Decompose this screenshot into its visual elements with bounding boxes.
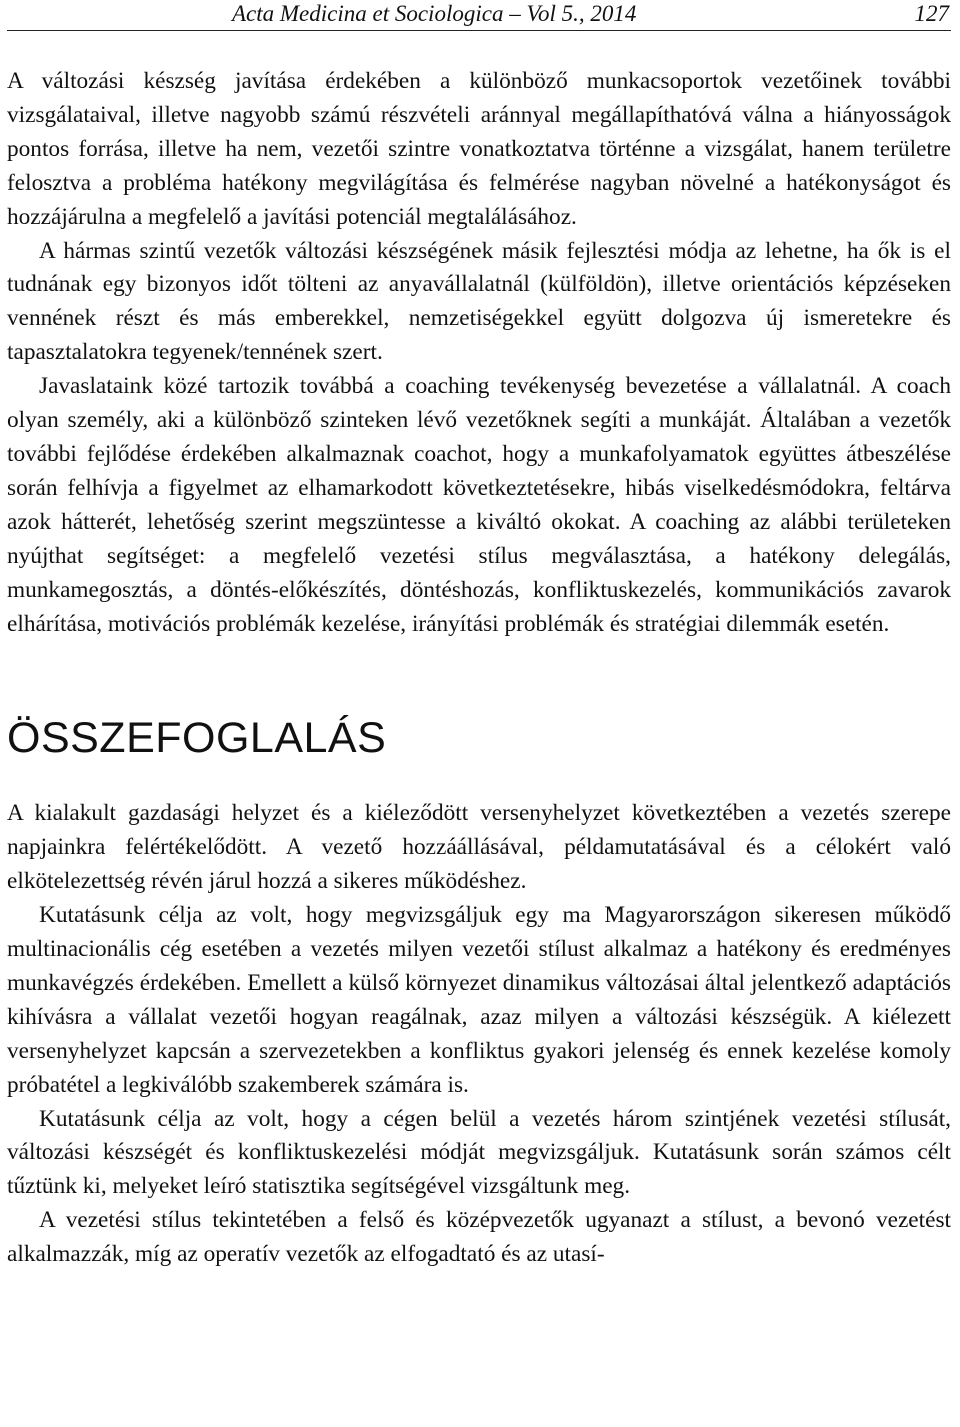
paragraph: A kialakult gazdasági helyzet és a kiéleződött versenyhelyzet következtében a vezetés szerepe napjainkra felértékelődött. A vezető hozzáállásával, példamutatásával és a célokért való elkötelezettség révén járul hozzá a sikeres működéshez. bbox=[7, 800, 951, 895]
section-heading: ÖSSZEFOGLALÁS bbox=[7, 714, 387, 763]
paragraph: A vezetési stílus tekintetében a felső és középvezetők ugyanazt a stílust, a bevonó vezetést alkalmazzák, míg az operatív vezetők az elfogadtató és az utasí- bbox=[7, 1207, 951, 1268]
paragraph: Javaslataink közé tartozik továbbá a coaching tevékenység bevezetése a vállalatnál. A coach olyan személy, aki a különböző szinteken lévő vezetőknek segíti a munkáját. Általában a vezetők további fejlődése érdekében alkalmaznak coachot, hogy a munkafolyamatok együttes átbeszélése során felhívja a figyelmet az elhamarkodott következtetésekre, hibás viselkedésmódokra, feltárva azok hátterét, lehetőség szerint megszüntesse a kiváltó okokat. A coaching az alábbi területeken nyújthat segítséget: a megfelelő vezetési stílus megválasztása, a hatékony delegálás, munkamegosztás, a döntés-előkészítés, döntéshozás, konfliktuskezelés, kommunikációs zavarok elhárítása, motivációs problémák kezelése, irányítási problémák és stratégiai dilemmák esetén. bbox=[7, 373, 951, 637]
journal-title: Acta Medicina et Sociologica – Vol 5., 2014 bbox=[232, 1, 637, 26]
summary-section bbox=[7, 797, 951, 1272]
page-number: 127 bbox=[914, 1, 949, 26]
paragraph: A hármas szintű vezetők változási készségének másik fejlesztési módja az lehetne, ha ők is el tudnának egy bizonyos időt tölteni az anyavállalatnál (külföldön), illetve orientációs képzéseken vennének részt és más emberekkel, nemzetiségekkel együtt dolgozva új ismeretekre és tapasztalatokra tegyenek/tennének szert. bbox=[7, 237, 951, 366]
page bbox=[7, 0, 951, 1272]
running-header bbox=[7, 0, 951, 31]
paragraph: A változási készség javítása érdekében a különböző munkacsoportok vezetőinek további vizsgálataival, illetve nagyobb számú részvételi aránnyal megállapíthatóvá válna a hiányosságok pontos forrása, illetve ha nem, vezetői szintre vonatkoztatva történne a vizsgálat, hanem területre felosztva a probléma hatékony megvilágítása és felmérése nagyban növelné a hatékonyságot és hozzájárulna a megfelelő a javítási potenciál megtalálásához. bbox=[7, 68, 951, 230]
paragraph: Kutatásunk célja az volt, hogy a cégen belül a vezetés három szintjének vezetési stílusát, változási készségét és konfliktuskezelési módját megvizsgáljuk. Kutatásunk során számos célt tűztünk ki, melyeket leíró statisztika segítségével vizsgáltunk meg. bbox=[7, 1105, 951, 1200]
body-text bbox=[7, 65, 951, 641]
paragraph: Kutatásunk célja az volt, hogy megvizsgáljuk egy ma Magyarországon sikeresen működő multinacionális cég esetében a vezetés milyen vezetői stílust alkalmaz a hatékony és eredményes munkavégzés érdekében. Emellett a külső környezet dinamikus változásai által jelentkező adaptációs kihívásra a vállalat vezetői hogyan reagálnak, azaz milyen a változási készségük. A kiélezett versenyhelyzet kapcsán a szervezetekben a konfliktus gyakori jelenség és ennek kezelése komoly próbatétel a legkiválóbb szakemberek számára is. bbox=[7, 902, 951, 1098]
